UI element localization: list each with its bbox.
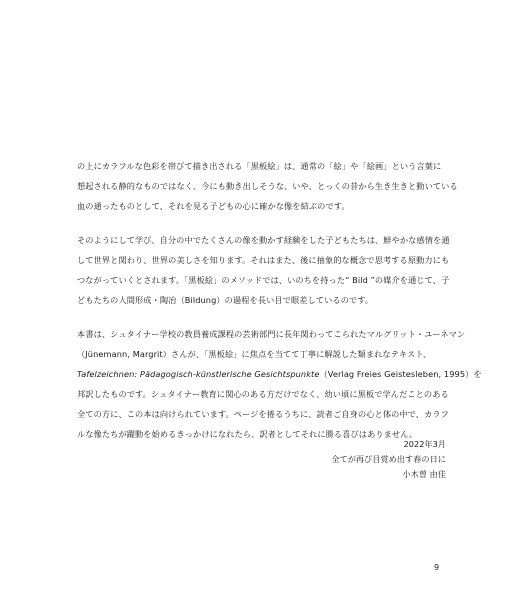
signature-block (331, 437, 446, 482)
page-number: 9 (434, 563, 440, 572)
text-line: 邦訳したものです。シュタイナー教育に関心のある方だけでなく、幼い頃に黒板で学んだことのある (77, 389, 449, 399)
text-line: 全ての方に、この本は向けられています。ページを捲るうちに、読者ご自身の心と体の中で、カラフ (77, 409, 449, 419)
paragraph-2 (77, 230, 450, 310)
text-line: （Jünemann, Margrit）さんが、「黒板絵」に焦点を当てて丁寧に解説した類まれなテキスト、 (77, 349, 432, 359)
translator-name: 小木曽 由佳 (402, 469, 446, 479)
text-line: そのようにして学び、自分の中でたくさんの像を動かす経験をした子どもたちは、鮮やかな感情を通 (77, 235, 450, 245)
text-line: の上にカラフルな色彩を帯びて描き出される「黒板絵」は、通常の「絵」や「絵画」という言葉に (77, 161, 442, 171)
text-line (77, 364, 482, 384)
publisher-info: （Verlag Freies Geistesleben, 1995）を (319, 369, 482, 379)
text-line: 本書は、シュタイナー学校の教員養成課程の芸術部門に長年関わってこられたマルグリット・ユーネマン (77, 329, 466, 339)
body-text (77, 156, 482, 458)
text-line: 血の通ったものとして、それを見る子どもの心に確かな像を結ぶのです。 (77, 201, 350, 211)
text-line: 想起される静的なものではなく、今にも動き出しそうな、いや、とっくの昔から生き生きと動いている (77, 181, 458, 191)
text-line: つながっていくとされます。「黒板絵」のメソッドでは、いのちを持った“ Bild ”の媒介を通じて、子 (77, 275, 450, 285)
paragraph-1 (77, 156, 458, 216)
signature-occasion: 全てが再び目覚め出す春の日に (331, 454, 446, 464)
text-line: どもたちの人間形成・陶冶（Bildung）の過程を長い目で眼差しているのです。 (77, 295, 374, 305)
paragraph-3 (77, 324, 482, 444)
book-title: Tafelzeichnen: Pädagogisch-künstlerische Gesichtspunkte (77, 369, 320, 379)
text-line: ルな像たちが躍動を始めるきっかけになれたら、訳者としてそれに勝る喜びはありません。 (77, 429, 418, 439)
signature-date: 2022年3月 (403, 439, 446, 449)
text-line: して世界と関わり、世界の美しさを知ります。それはまた、後に抽象的な概念で思考する原動力にも (77, 255, 450, 265)
